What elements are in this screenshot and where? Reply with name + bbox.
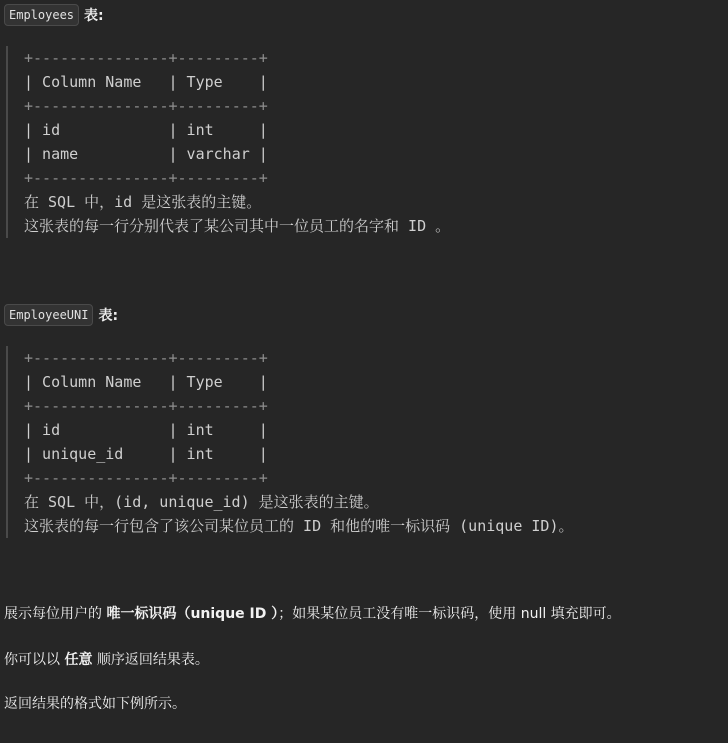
table-header-row: | Column Name | Type | [24, 373, 268, 391]
heading-suffix: 表: [84, 8, 104, 24]
schema-note: 这张表的每一行分别代表了某公司其中一位员工的名字和 ID 。 [24, 217, 451, 235]
task-emphasis: 任意 [64, 652, 93, 668]
table-header-row: | Column Name | Type | [24, 73, 268, 91]
task-paragraph-3: 返回结果的格式如下例所示。 [4, 696, 186, 712]
schema-note: 这张表的每一行包含了该公司某位员工的 ID 和他的唯一标识码 (unique ID)。 [24, 517, 574, 535]
task-text: 你可以以 [4, 652, 65, 668]
task-emphasis: 唯一标识码（unique ID ） [106, 606, 279, 622]
heading-suffix: 表: [98, 308, 119, 324]
schema-note: 在 SQL 中，id 是这张表的主键。 [24, 193, 262, 211]
table-name-chip: Employees [4, 4, 79, 26]
table-border: +---------------+---------+ [24, 469, 268, 487]
employees-heading [4, 4, 104, 26]
table-border: +---------------+---------+ [24, 397, 268, 415]
table-row: | name | varchar | [24, 145, 268, 163]
table-border: +---------------+---------+ [24, 169, 268, 187]
table-border: +---------------+---------+ [24, 49, 268, 67]
table-row: | id | int | [24, 421, 268, 439]
table-name-chip: EmployeeUNI [4, 304, 93, 326]
table-row: | id | int | [24, 121, 268, 139]
employeeuni-schema-block [6, 346, 724, 538]
table-border: +---------------+---------+ [24, 349, 268, 367]
table-border: +---------------+---------+ [24, 97, 268, 115]
task-paragraph-2 [4, 650, 209, 670]
task-paragraph-1 [4, 604, 621, 624]
table-row: | unique_id | int | [24, 445, 268, 463]
schema-note: 在 SQL 中，(id, unique_id) 是这张表的主键。 [24, 493, 379, 511]
task-text: 顺序返回结果表。 [92, 652, 209, 668]
employees-schema-block [6, 46, 724, 238]
task-text: ；如果某位员工没有唯一标识码，使用 null 填充即可。 [278, 606, 621, 622]
employeeuni-heading [4, 304, 118, 326]
task-text: 展示每位用户的 [4, 606, 107, 622]
